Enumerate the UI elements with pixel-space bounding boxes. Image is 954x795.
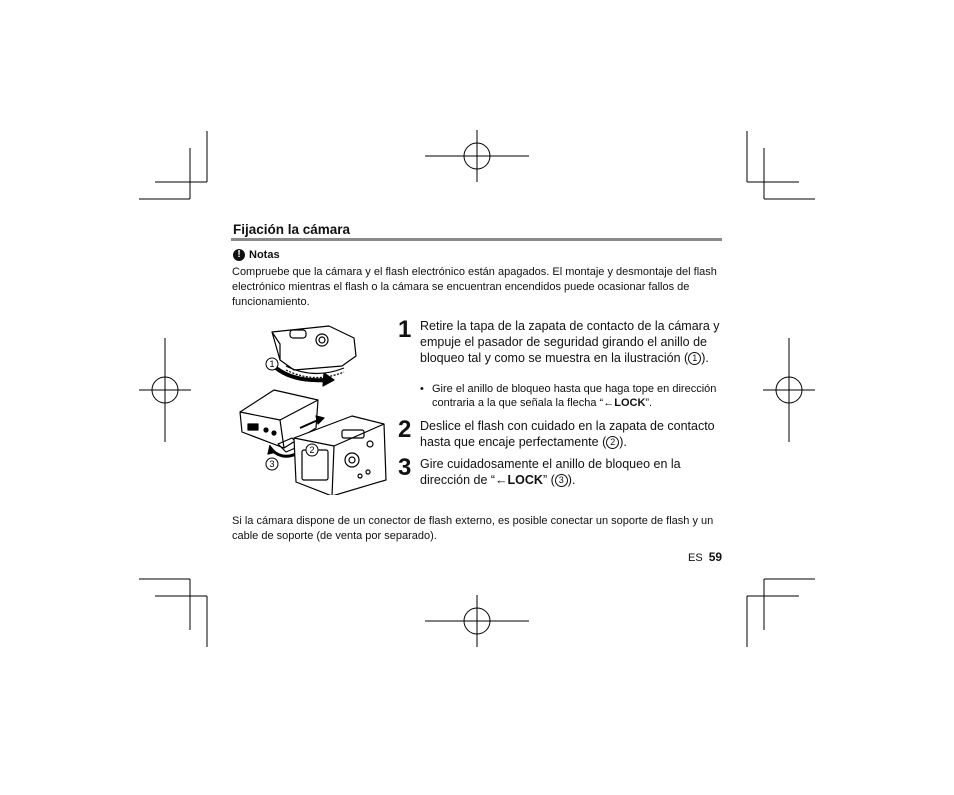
callout-1: 1 [269, 359, 275, 369]
ref-circle-2: 2 [606, 436, 619, 449]
step-2-number: 2 [398, 416, 412, 443]
lock-label-step-3: LOCK [507, 473, 543, 487]
warning-icon: ! [233, 249, 245, 261]
ref-circle-3: 3 [555, 474, 568, 487]
notes-label-text: Notas [249, 249, 280, 261]
camera-flash-illustration [234, 320, 392, 495]
ref-circle-1: 1 [688, 352, 701, 365]
step-3-number: 3 [398, 454, 412, 481]
callout-3: 3 [269, 459, 275, 469]
notes-text: Compruebe que la cámara y el flash electrónico están apagados. El montaje y desmontaje del flash electrónico mientras el flash o la cámara se encuentran encendidos puede ocasionar fallos de funcionamiento. [232, 266, 717, 308]
page-lang: ES [688, 552, 703, 564]
notes-label [233, 249, 280, 261]
step-3-text: Gire cuidadosamente el anillo de bloqueo en la dirección de “←LOCK” ( 3 ). [420, 457, 681, 487]
callout-2: 2 [309, 445, 315, 455]
step-1-bullet: • Gire el anillo de bloqueo hasta que haga tope en dirección contraria a la que señala la flecha “←LOCK”. [420, 383, 717, 409]
section-heading: Fijación la cámara [233, 222, 351, 237]
step-1-number: 1 [398, 316, 412, 343]
step-2-text: Deslice el flash con cuidado en la zapata de contacto hasta que encaje perfectamente ( 2 ). [420, 419, 715, 449]
page-number: 59 [708, 550, 723, 564]
step-1-text: Retire la tapa de la zapata de contacto de la cámara y empuje el pasador de seguridad girando el anillo de bloqueo tal y como se muestra en la ilustración ( 1 ). [420, 319, 720, 365]
lock-label: LOCK [614, 397, 646, 409]
footer-paragraph: Si la cámara dispone de un conector de flash externo, es posible conectar un soporte de flash y un cable de soporte (de venta por separado). [232, 515, 714, 542]
page-footer [688, 550, 722, 564]
heading-rule [231, 238, 722, 241]
